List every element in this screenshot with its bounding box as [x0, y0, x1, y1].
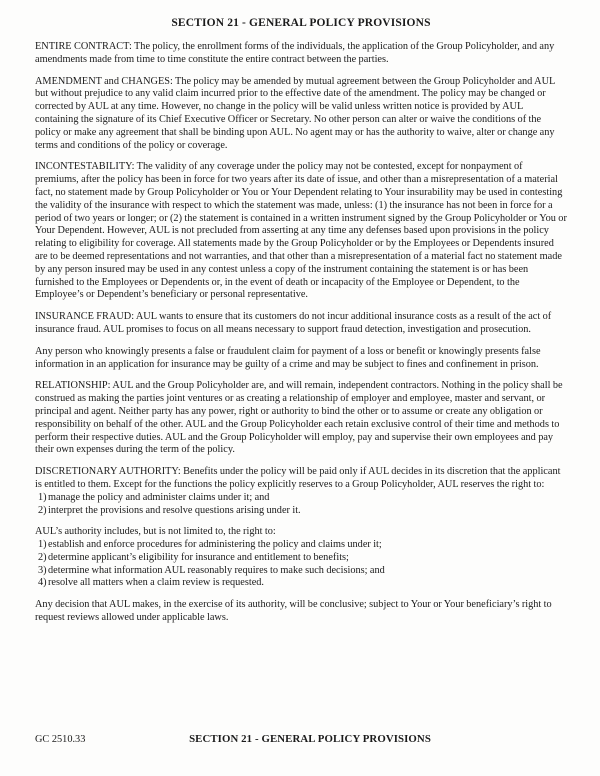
list-item-text: determine what information AUL reasonably requires to make such decisions; and — [48, 564, 385, 576]
list-item-text: interpret the provisions and resolve questions arising under it. — [48, 504, 301, 516]
document-body — [35, 41, 567, 625]
document-content — [35, 16, 567, 634]
list-item — [35, 539, 567, 552]
paragraph: INCONTESTABILITY: The validity of any coverage under the policy may not be contested, except for nonpayment of premiums, after the policy has been in force for two years after its date of issue, and other than a misrepresentation of a material fact, no statement made by Group Policyholder or You or Your Dependent relating to Your insurability may be used in contesting the validity of the insurance with respect to which the statement was made, unless: (1) the insurance has not been in force for a period of two years or longer; or (2) the statement is contained in a written instrument signed by the Group Policyholder or You or Your Dependent. However, AUL is not precluded from asserting at any time any defenses based upon provisions in the policy relating to eligibility for coverage. All statements made by the Group Policyholder or by the Employees or Dependents insured are to be deemed representations and not warranties, and that other than a misrepresentation of a material fact no statement made by any person insured may be used in any contest unless a copy of the instrument containing the statement is or has been furnished to the Employees or Dependents or, in the event of death or incapacity of the Employee or Dependent, to the Employee’s or Dependent’s beneficiary or personal representative. — [35, 161, 567, 301]
paragraph: RELATIONSHIP: AUL and the Group Policyholder are, and will remain, independent contractors. Nothing in the policy shall be construed as making the parties joint ventures or as creating a relationship of employer and employee, master and servant, or principal and agent. Neither party has any power, right or authority to bind the other or to assume or create any obligation or responsibility on behalf of the other. AUL and the Group Policyholder each retain exclusive control of their time and methods to perform their respective duties. AUL and the Group Policyholder will employ, pay and supervise their own employees and pay their own expenses during the term of the policy. — [35, 380, 563, 456]
paragraph: DISCRETIONARY AUTHORITY: Benefits under the policy will be paid only if AUL decides in its discretion that the applicant is entitled to them. Except for the functions the policy explicitly reserves to a Group Policyholder, AUL reserves the right to: — [35, 466, 561, 490]
list-item-text: manage the policy and administer claims under it; and — [48, 491, 270, 503]
page-title: SECTION 21 - GENERAL POLICY PROVISIONS — [171, 17, 431, 29]
list-item-text: resolve all matters when a claim review is requested. — [48, 577, 264, 589]
list-item-number: 2) — [38, 551, 47, 563]
paragraph: AUL’s authority includes, but is not limited to, the right to: — [35, 526, 276, 538]
list-item-number: 4) — [38, 577, 47, 589]
page-footer — [35, 733, 567, 746]
numbered-list — [35, 492, 567, 518]
numbered-list — [35, 539, 567, 590]
paragraph: Any person who knowingly presents a false or fraudulent claim for payment of a loss or benefit or knowingly presents false information in an application for insurance may be guilty of a crime and may be subject to fines and confinement in prison. — [35, 345, 541, 370]
list-item — [35, 577, 567, 590]
paragraph: ENTIRE CONTRACT: The policy, the enrollment forms of the individuals, the application of the Group Policyholder, and any amendments made from time to time constitute the entire contract between the parties. — [35, 41, 555, 65]
paragraph: AMENDMENT and CHANGES: The policy may be amended by mutual agreement between the Group Policyholder and AUL but without prejudice to any valid claim incurred prior to the effective date of the amendment. The policy may be changed or corrected by AUL at any time. However, no change in the policy will be valid unless written notice is provided by AUL containing the signature of its Chief Executive Officer or Secretary. No other person can alter or waive the conditions of the policy or make any agreement that shall be binding upon AUL. No agent may or has the authority to waive, alter or change any terms and conditions of the policy or coverage. — [35, 75, 555, 151]
form-number: GC 2510.33 — [35, 734, 86, 745]
footer-title: SECTION 21 - GENERAL POLICY PROVISIONS — [189, 733, 431, 745]
paragraph: INSURANCE FRAUD: AUL wants to ensure that its customers do not incur additional insurance costs as a result of the act of insurance fraud. AUL promises to focus on all means necessary to support fraud detection, investigation and prosecution. — [35, 311, 552, 335]
paragraph: Any decision that AUL makes, in the exercise of its authority, will be conclusive; subject to Your or Your beneficiary’s right to request reviews allowed under applicable laws. — [35, 599, 552, 624]
list-item-number: 2) — [38, 504, 47, 516]
list-item-number: 3) — [38, 564, 47, 576]
list-item — [35, 552, 567, 565]
list-item — [35, 505, 567, 518]
list-item-number: 1) — [38, 491, 47, 503]
list-item — [35, 492, 567, 505]
list-item-text: establish and enforce procedures for administering the policy and claims under it; — [48, 539, 382, 551]
list-item-text: determine applicant’s eligibility for insurance and entitlement to benefits; — [48, 551, 349, 563]
list-item-number: 1) — [38, 539, 47, 551]
list-item — [35, 565, 567, 578]
